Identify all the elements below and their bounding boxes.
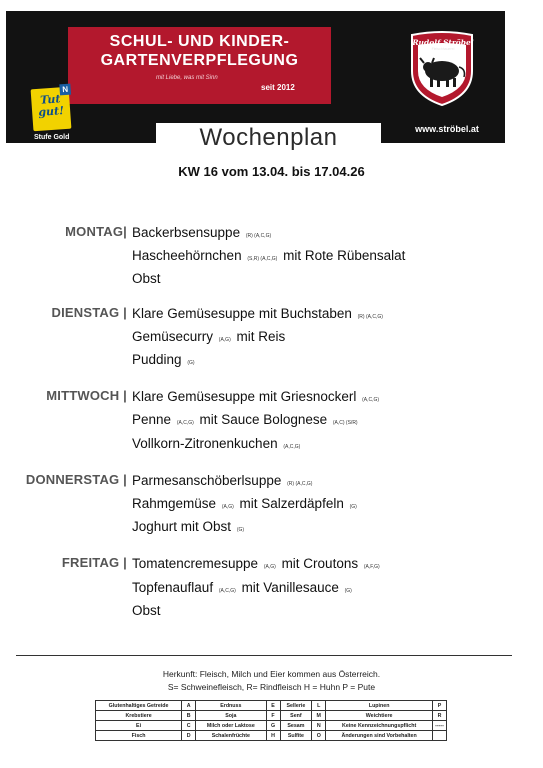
allergen-codes: (S,R) (A,C,G) — [247, 256, 278, 263]
table-cell: H — [266, 731, 280, 741]
table-cell: N — [312, 721, 326, 731]
dish-name: Tomatencremesuppe — [132, 556, 259, 572]
table-cell: Ei — [96, 721, 182, 731]
dish-name: Gemüsecurry — [132, 328, 214, 344]
dish-item — [132, 387, 543, 410]
footer-divider — [16, 655, 512, 656]
week-heading: KW 16 vom 13.04. bis 17.04.26 — [178, 164, 365, 179]
banner-title-line1: SCHUL- UND KINDER- — [109, 33, 290, 50]
table-cell: Sesam — [280, 721, 312, 731]
table-cell: F — [266, 711, 280, 721]
meat-legend: S= Schweinefleisch, R= Rindfleisch H = Huhn P = Pute — [167, 682, 376, 692]
allergen-codes: (A,C) (S/R) — [332, 420, 358, 427]
dish-list — [132, 304, 543, 374]
page-title-box — [156, 123, 381, 154]
dish-list — [132, 387, 543, 457]
allergen-codes: (A,G) — [221, 504, 234, 511]
dish-item — [132, 578, 543, 601]
dish-name: Penne — [132, 412, 172, 428]
dish-item — [132, 304, 543, 327]
dish-name: Vollkorn-Zitronenkuchen — [132, 435, 278, 451]
table-cell: O — [312, 731, 326, 741]
dish-side: mit Salzerdäpfeln — [239, 496, 344, 512]
table-cell: Keine Kennzeichnungspflicht — [326, 721, 433, 731]
banner-title-panel — [68, 27, 331, 104]
allergen-codes: (R) (A,C,G) — [245, 233, 272, 239]
dish-item — [132, 434, 543, 457]
day-label: FREITAG | — [61, 555, 127, 571]
allergen-table — [95, 700, 447, 741]
dish-item — [132, 601, 543, 621]
table-cell: Soja — [196, 711, 266, 721]
table-cell: Glutenhaltiges Getreide — [96, 701, 182, 711]
badge-text: Tut gut! — [37, 92, 65, 119]
banner-title-line2: GARTENVERPFLEGUNG — [100, 52, 299, 69]
dish-item — [132, 327, 543, 350]
day-friday — [0, 554, 543, 621]
dish-item — [132, 223, 543, 246]
day-wednesday — [0, 387, 543, 457]
dish-list — [132, 223, 543, 290]
website-url: www.ströbel.at — [415, 124, 479, 134]
table-cell: M — [312, 711, 326, 721]
dish-item — [132, 554, 543, 577]
dish-name: Hascheehörnchen — [132, 248, 242, 264]
badge-corner: N — [59, 84, 71, 96]
allergen-codes: (G) — [344, 587, 352, 594]
table-cell: Milch oder Laktose — [196, 721, 266, 731]
tut-gut-badge-icon — [31, 84, 72, 132]
day-label: DIENSTAG | — [51, 304, 127, 320]
dish-side: mit Rote Rübensalat — [283, 248, 406, 264]
allergen-codes: (A,F,G) — [363, 564, 380, 571]
table-row — [96, 731, 447, 741]
table-cell: G — [266, 721, 280, 731]
table-cell: L — [312, 701, 326, 711]
table-cell: Sellerie — [280, 701, 312, 711]
logo-subtitle: Fleischhauerei — [431, 47, 455, 51]
dish-item — [132, 517, 543, 540]
badge-level: Stufe Gold — [34, 134, 70, 141]
dish-name: Pudding — [132, 352, 182, 368]
dish-name: Parmesanschöberlsuppe — [132, 472, 282, 488]
dish-side: mit Reis — [236, 328, 286, 344]
day-label: DONNERSTAG | — [25, 471, 127, 487]
allergen-codes: (R) (A,C,G) — [287, 480, 313, 487]
allergen-codes: (A,G) — [218, 336, 231, 343]
table-cell: Krebstiere — [96, 711, 182, 721]
table-cell: Lupinen — [326, 701, 433, 711]
dish-item — [132, 494, 543, 517]
table-cell: A — [182, 701, 196, 711]
dish-item — [132, 410, 543, 433]
table-row — [96, 701, 447, 711]
day-monday — [0, 223, 543, 290]
allergen-codes: (G) — [187, 360, 195, 367]
dish-list — [132, 554, 543, 621]
dish-name: Klare Gemüsesuppe mit Griesnockerl — [132, 389, 357, 405]
table-cell — [433, 731, 447, 741]
logo-name: Rudolf Ströbel — [412, 38, 474, 47]
table-cell: Änderungen sind Vorbehalten — [326, 731, 433, 741]
dish-side: mit Croutons — [281, 556, 359, 572]
table-cell: P — [433, 701, 447, 711]
dish-list — [132, 471, 543, 541]
allergen-codes: (A,C,G) — [362, 397, 380, 404]
dish-name: Joghurt mit Obst — [132, 519, 232, 535]
dish-side: mit Vanillesauce — [241, 579, 339, 595]
table-cell: E — [266, 701, 280, 711]
dish-name: Rahmgemüse — [132, 496, 217, 512]
table-cell: R — [433, 711, 447, 721]
dish-item — [132, 471, 543, 494]
table-cell: Sulfite — [280, 731, 312, 741]
dish-side: mit Sauce Bolognese — [199, 412, 328, 428]
banner-since: seit 2012 — [261, 83, 295, 92]
dish-name: Topfenauflauf — [132, 579, 214, 595]
table-cell: Erdnuss — [196, 701, 266, 711]
allergen-codes: (G) — [236, 527, 245, 534]
table-cell: C — [182, 721, 196, 731]
allergen-codes: (A,G) — [263, 564, 276, 571]
table-row — [96, 721, 447, 731]
table-cell: Fisch — [96, 731, 182, 741]
banner-tagline: mit Liebe, was mit Sinn — [156, 75, 218, 81]
dish-item — [132, 269, 543, 289]
allergen-codes: (G) — [349, 504, 357, 511]
page-title: Wochenplan — [199, 124, 338, 151]
origin-note: Herkunft: Fleisch, Milch und Eier kommen aus Österreich. — [162, 669, 381, 679]
dish-name: Backerbsensuppe — [132, 225, 241, 240]
dish-item — [132, 350, 543, 373]
table-cell: Schalenfrüchte — [196, 731, 266, 741]
allergen-codes: (A,C,G) — [218, 587, 236, 594]
table-row — [96, 711, 447, 721]
day-label: MITTWOCH | — [46, 388, 127, 404]
dish-name: Obst — [132, 271, 161, 287]
dish-name: Obst — [132, 602, 161, 618]
day-tuesday — [0, 304, 543, 374]
allergen-codes: (A,C,G) — [283, 443, 301, 450]
table-cell: Senf — [280, 711, 312, 721]
dish-name: Klare Gemüsesuppe mit Buchstaben — [132, 305, 352, 321]
dish-item — [132, 246, 543, 269]
day-thursday — [0, 471, 543, 541]
allergen-codes: (A,C,G) — [176, 420, 194, 427]
table-cell: Weichtiere — [326, 711, 433, 721]
allergen-codes: (R) (A,C,G) — [357, 313, 383, 320]
weekly-menu — [0, 223, 543, 635]
table-cell: ----- — [433, 721, 447, 731]
day-label: MONTAG| — [65, 224, 127, 239]
table-cell: B — [182, 711, 196, 721]
table-cell: D — [182, 731, 196, 741]
